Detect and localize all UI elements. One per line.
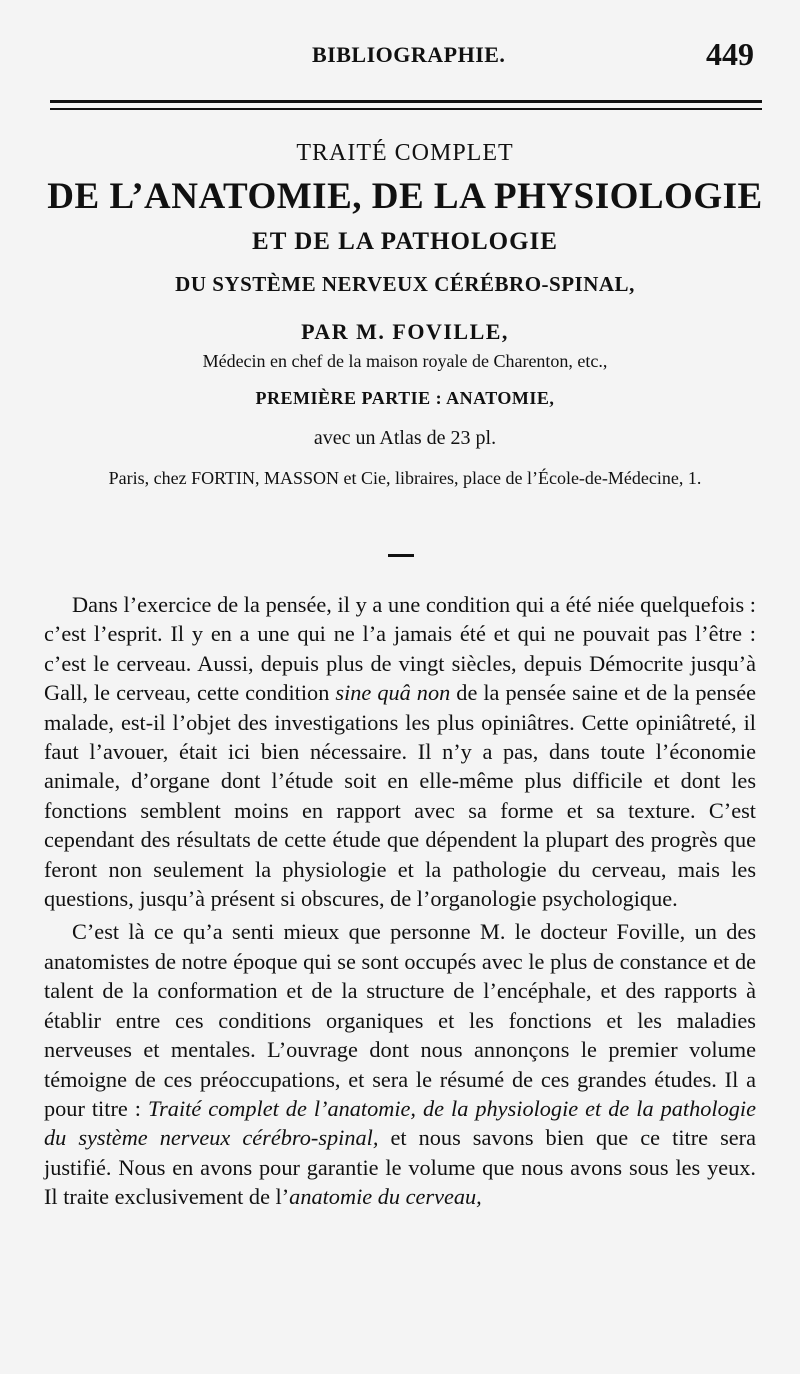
part-line: PREMIÈRE PARTIE : ANATOMIE,: [255, 388, 555, 408]
author-affiliation: Médecin en chef de la maison royale de Charenton, etc.,: [202, 351, 608, 371]
book-title-block: [40, 140, 770, 489]
paragraph-2-italic-end: anatomie du cerveau,: [289, 1184, 482, 1210]
title-line-systeme: DU SYSTÈME NERVEUX CÉRÉBRO-SPINAL,: [175, 272, 635, 296]
author-line: PAR M. FOVILLE,: [301, 319, 509, 344]
paragraph-2: [44, 917, 756, 1211]
running-title: BIBLIOGRAPHIE.: [312, 42, 506, 67]
paragraph-1-part-b: de la pensée saine et de la pensée malade, est-il l’objet des investigations les plus opiniâtres. Cette opiniâtreté, il faut l’avouer, était ici bien nécessaire. Il n’y a pas, dans toute l’économie animale, d’organe dont l’étude soit en elle-même plus difficile et dont les fonctions semblent moins en rapport avec sa forme et sa texture. C’est cependant des résultats de cette étude que dépendent la plupart des progrès que feront non seulement la physiologie et la pathologie du cerveau, mais les questions, jusqu’à présent si obscures, de l’organologie psychologique.: [44, 680, 756, 912]
header-rule-thick: [50, 100, 762, 103]
header-rule-thin: [50, 108, 762, 110]
paragraph-1: [44, 590, 756, 913]
publisher-line: Paris, chez FORTIN, MASSON et Cie, libraires, place de l’École-de-Médecine, 1.: [108, 468, 702, 488]
paragraph-2-italic-title: Traité complet de l’anatomie, de la physiologie et de la pathologie du système nerveux cérébro-spinal,: [44, 1095, 756, 1151]
paragraph-1-italic: sine quâ non: [335, 680, 451, 706]
atlas-line: avec un Atlas de 23 pl.: [313, 427, 497, 449]
title-line-traite: TRAITÉ COMPLET: [296, 140, 514, 166]
page-number: 449: [706, 36, 754, 72]
section-divider: [388, 554, 414, 557]
paragraph-2-part-a: C’est là ce qu’a senti mieux que personne M. le docteur Foville, un des anatomistes de notre époque qui se sont occupés avec le plus de constance et de talent de la conformation et de la structure de l’encéphale, et des rapports à établir entre ces conditions organiques et les fonctions et les maladies nerveuses et mentales. L’ouvrage dont nous annonçons le premier volume témoigne de ces préoccupations, et sera le résumé de ces grandes études. Il a pour titre :: [44, 919, 756, 1121]
title-line-anatomie: DE L’ANATOMIE, DE LA PHYSIOLOGIE: [47, 176, 763, 217]
paragraph-2-part-b: et nous savons bien que ce titre sera justifié. Nous en avons pour garantie le volume que nous avons sous les yeux. Il traite exclusivement de l’: [44, 1125, 756, 1210]
running-head: [48, 36, 758, 76]
paragraph-1-part-a: Dans l’exercice de la pensée, il y a une condition qui a été niée quelquefois : c’est l’esprit. Il y en a une qui ne l’a jamais été et qui ne pouvait pas l’être : c’est le cerveau. Aussi, depuis plus de vingt siècles, depuis Démocrite jusqu’à Gall, le cerveau, cette condition: [44, 592, 756, 706]
review-text: [44, 590, 756, 1212]
title-line-pathologie: ET DE LA PATHOLOGIE: [252, 228, 558, 255]
